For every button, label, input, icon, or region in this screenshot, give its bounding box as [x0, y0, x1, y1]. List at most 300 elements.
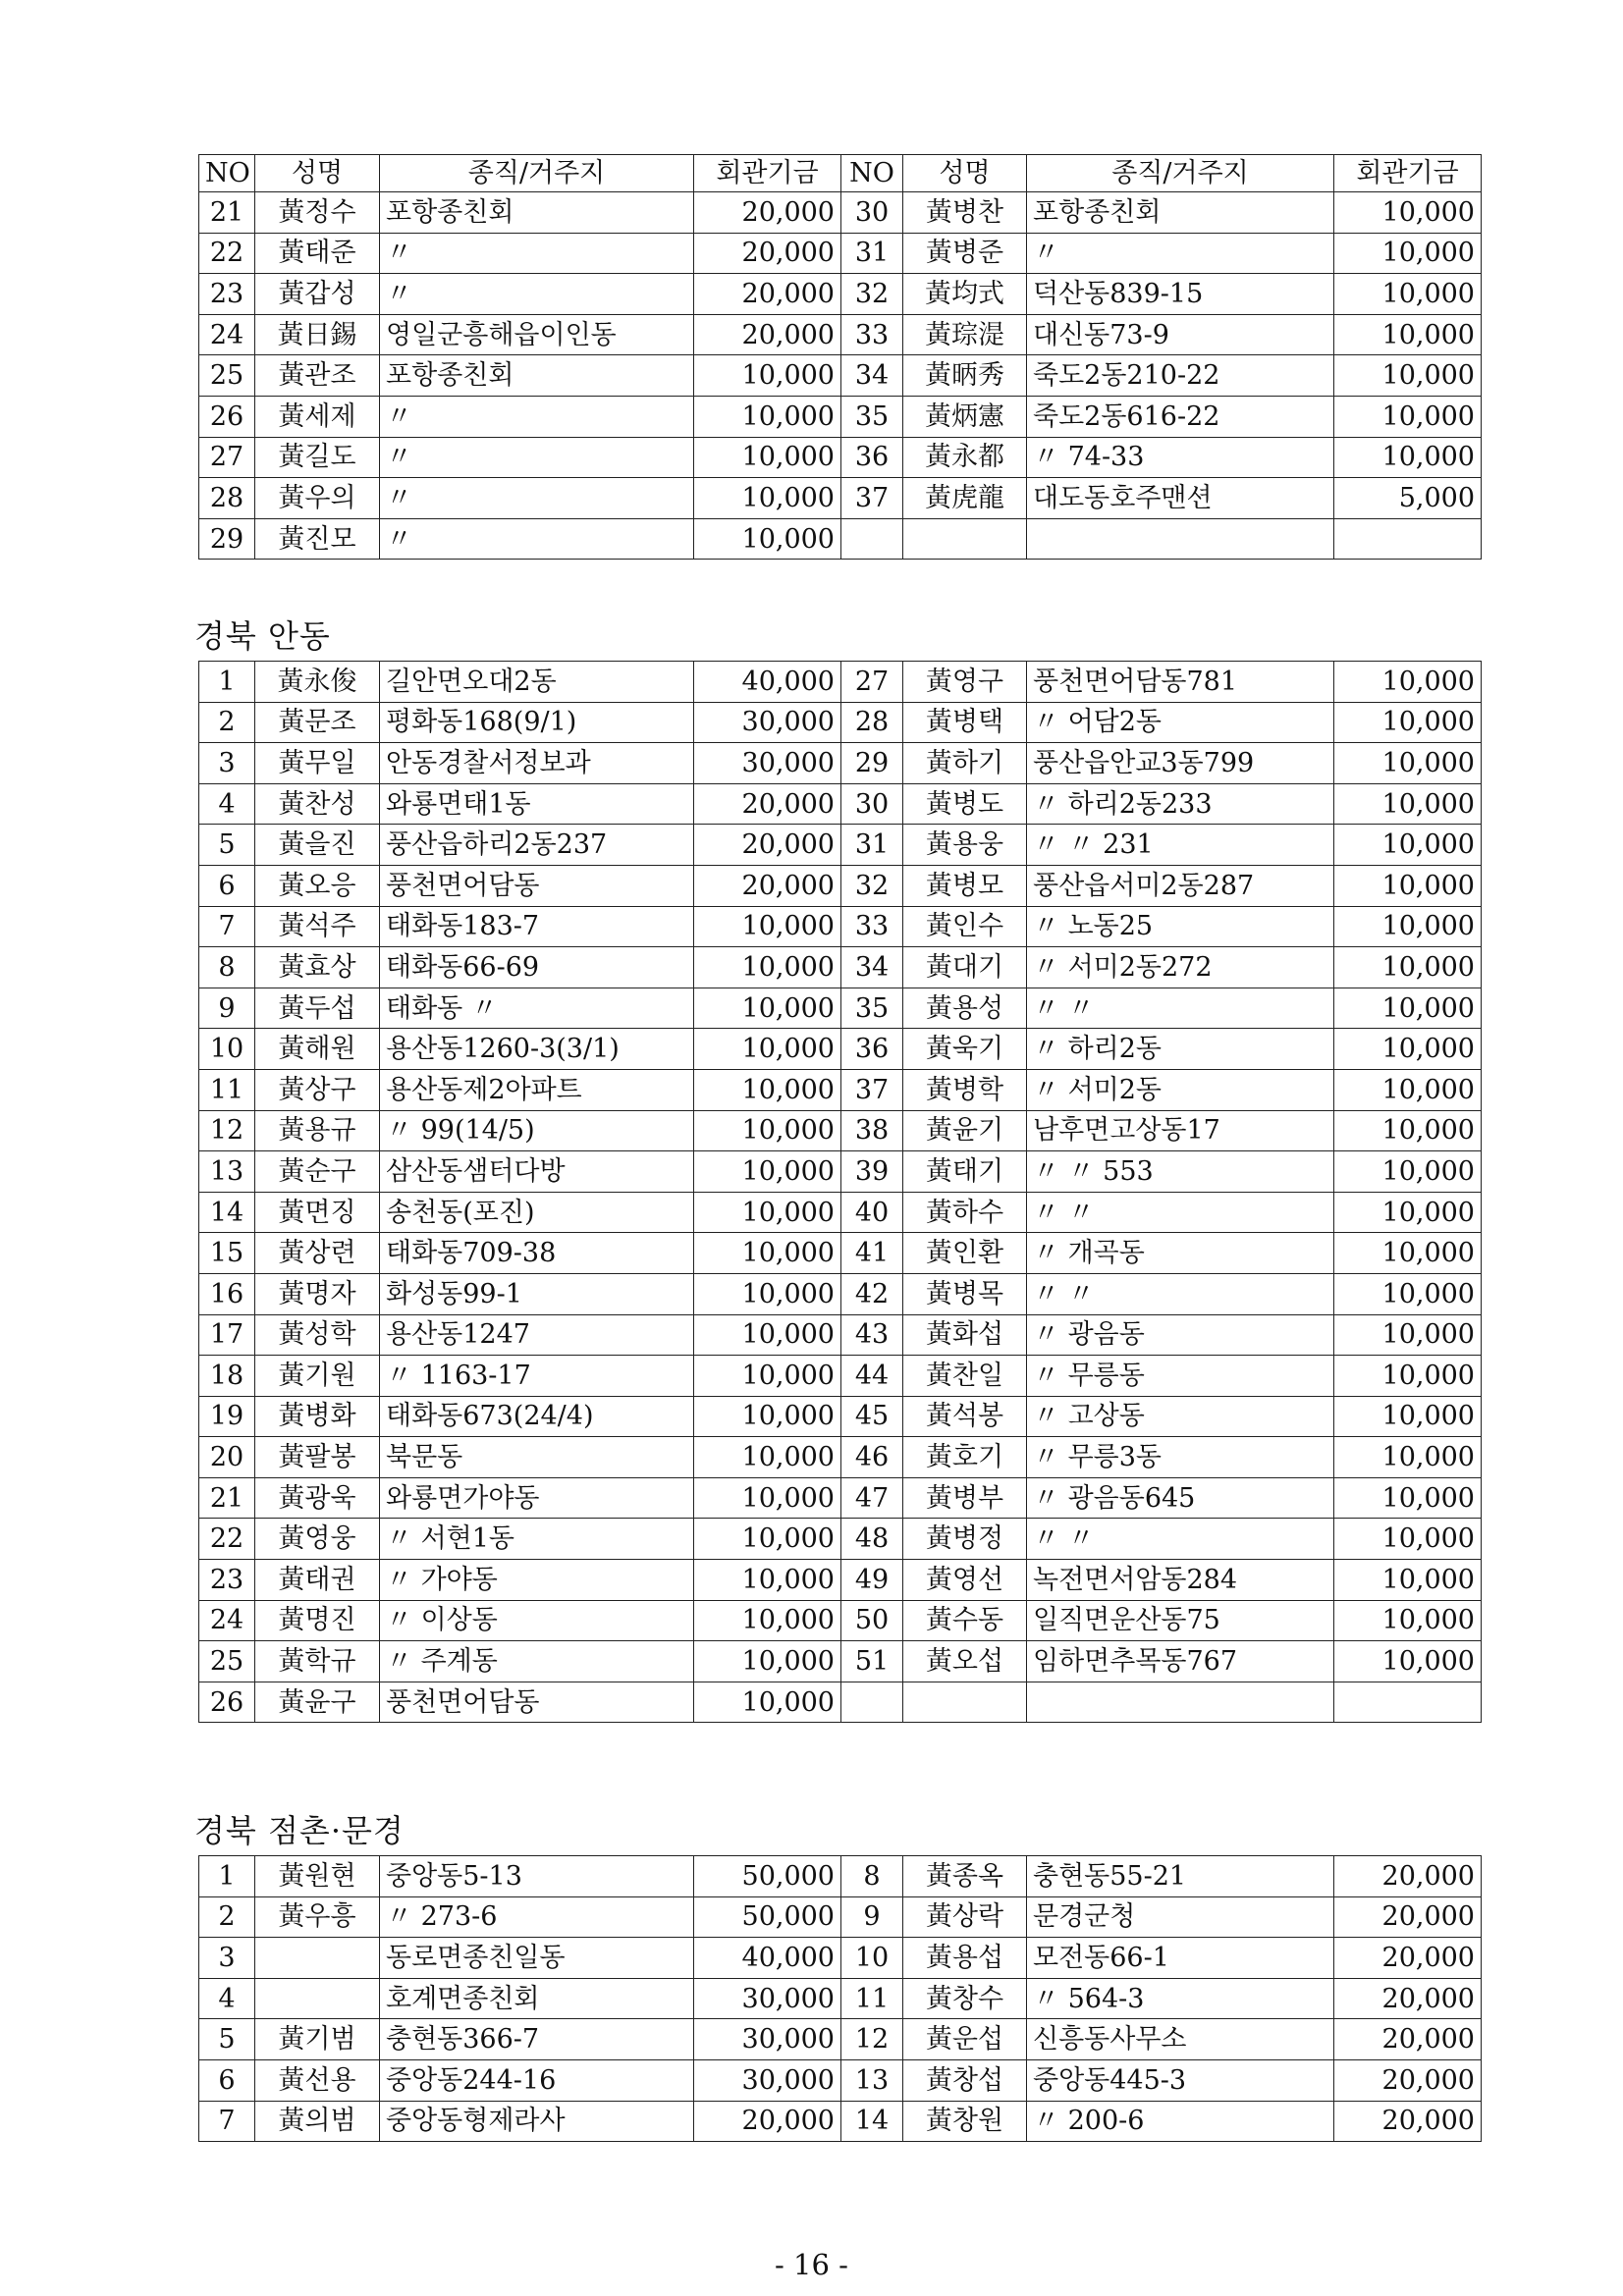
cell-no: 9 — [199, 988, 255, 1029]
cell-location: 용산동1260-3(3/1) — [380, 1029, 694, 1070]
cell-location: 태화동673(24/4) — [380, 1396, 694, 1437]
cell-no: 12 — [841, 2019, 903, 2060]
cell-no: 14 — [199, 1192, 255, 1233]
cell-no: 49 — [841, 1560, 903, 1601]
cell-location: 용산동제2아파트 — [380, 1069, 694, 1110]
cell-name: 黃명진 — [255, 1600, 380, 1641]
cell-amount: 10,000 — [1334, 1233, 1482, 1274]
cell-name: 黃용규 — [255, 1110, 380, 1151]
cell-name: 黃을진 — [255, 825, 380, 866]
cell-no: 14 — [841, 2101, 903, 2142]
cell-amount: 5,000 — [1334, 478, 1482, 519]
cell-amount: 10,000 — [1334, 396, 1482, 437]
cell-no: 1 — [199, 662, 255, 703]
cell-amount: 20,000 — [1334, 2019, 1482, 2060]
cell-location: 충현동366-7 — [380, 2019, 694, 2060]
cell-no: 34 — [841, 355, 903, 397]
cell-no: 23 — [199, 1560, 255, 1601]
cell-name: 黃오섭 — [903, 1641, 1027, 1682]
cell-amount: 10,000 — [1334, 437, 1482, 478]
cell-name: 黃태준 — [255, 233, 380, 274]
cell-name: 黃병모 — [903, 865, 1027, 906]
table-row — [199, 355, 1482, 397]
header-amount-l: 회관기금 — [694, 155, 841, 192]
cell-no: 8 — [841, 1856, 903, 1897]
header-amount-r: 회관기금 — [1334, 155, 1482, 192]
table-row — [199, 1356, 1482, 1397]
cell-name: 黃병정 — [903, 1519, 1027, 1560]
table-row — [199, 1192, 1482, 1233]
header-no-r: NO — [841, 155, 903, 192]
cell-no: 28 — [841, 702, 903, 743]
cell-location: 용산동1247 — [380, 1314, 694, 1356]
cell-no: 50 — [841, 1600, 903, 1641]
cell-no: 43 — [841, 1314, 903, 1356]
cell-no: 28 — [199, 478, 255, 519]
cell-no: 6 — [199, 2059, 255, 2101]
cell-location: 〃 광음동 — [1027, 1314, 1334, 1356]
cell-location: 〃 고상동 — [1027, 1396, 1334, 1437]
table-row — [199, 662, 1482, 703]
cell-name: 黃인환 — [903, 1233, 1027, 1274]
table-row — [199, 1938, 1482, 1979]
table-row — [199, 1856, 1482, 1897]
cell-amount: 10,000 — [694, 1110, 841, 1151]
cell-location: 북문동 — [380, 1437, 694, 1478]
cell-amount: 10,000 — [1334, 1519, 1482, 1560]
cell-name: 黃화섭 — [903, 1314, 1027, 1356]
cell-location: 〃 무릉3동 — [1027, 1437, 1334, 1478]
cell-amount: 10,000 — [694, 1029, 841, 1070]
cell-name: 黃우의 — [255, 478, 380, 519]
cell-location: 충현동55-21 — [1027, 1856, 1334, 1897]
cell-amount — [1334, 1682, 1482, 1723]
cell-no: 36 — [841, 437, 903, 478]
cell-name: 黃우흥 — [255, 1896, 380, 1938]
table-row — [199, 783, 1482, 825]
cell-amount: 30,000 — [694, 2059, 841, 2101]
cell-no: 32 — [841, 274, 903, 315]
table-row — [199, 1682, 1482, 1723]
table-row — [199, 192, 1482, 234]
cell-location: 〃 하리2동 — [1027, 1029, 1334, 1070]
cell-amount: 10,000 — [1334, 1600, 1482, 1641]
cell-location: 길안면오대2동 — [380, 662, 694, 703]
cell-location: 〃 서현1동 — [380, 1519, 694, 1560]
cell-location: 덕산동839-15 — [1027, 274, 1334, 315]
cell-amount: 20,000 — [694, 314, 841, 355]
cell-no: 35 — [841, 988, 903, 1029]
cell-amount: 10,000 — [1334, 1151, 1482, 1193]
cell-amount: 10,000 — [1334, 865, 1482, 906]
cell-location: 포항종친회 — [380, 192, 694, 234]
cell-name: 黃세제 — [255, 396, 380, 437]
table-row — [199, 437, 1482, 478]
cell-no: 24 — [199, 314, 255, 355]
cell-name: 黃상락 — [903, 1896, 1027, 1938]
cell-name: 黃운섭 — [903, 2019, 1027, 2060]
cell-no: 42 — [841, 1273, 903, 1314]
cell-amount: 10,000 — [1334, 743, 1482, 784]
cell-no: 31 — [841, 825, 903, 866]
table-row — [199, 1029, 1482, 1070]
cell-location: 태화동709-38 — [380, 1233, 694, 1274]
cell-name: 黃영구 — [903, 662, 1027, 703]
table-row — [199, 1233, 1482, 1274]
cell-name: 黃병택 — [903, 702, 1027, 743]
cell-amount: 10,000 — [1334, 906, 1482, 947]
table-row — [199, 314, 1482, 355]
cell-amount: 10,000 — [1334, 1437, 1482, 1478]
table-header-row — [199, 155, 1482, 192]
cell-amount: 20,000 — [694, 233, 841, 274]
cell-amount: 10,000 — [1334, 314, 1482, 355]
cell-amount: 30,000 — [694, 702, 841, 743]
table-row — [199, 2101, 1482, 2142]
cell-location: 〃 주계동 — [380, 1641, 694, 1682]
cell-no: 32 — [841, 865, 903, 906]
cell-location: 〃 이상동 — [380, 1600, 694, 1641]
cell-name: 黃찬성 — [255, 783, 380, 825]
cell-no: 11 — [841, 1978, 903, 2019]
page-number: - 16 - — [775, 2248, 848, 2281]
cell-amount: 10,000 — [1334, 1029, 1482, 1070]
cell-amount: 20,000 — [694, 274, 841, 315]
cell-name: 黃광욱 — [255, 1477, 380, 1519]
cell-name: 黃태기 — [903, 1151, 1027, 1193]
cell-amount: 20,000 — [694, 783, 841, 825]
cell-location: 화성동99-1 — [380, 1273, 694, 1314]
cell-amount: 10,000 — [694, 396, 841, 437]
cell-name: 黃병목 — [903, 1273, 1027, 1314]
cell-location: 영일군흥해읍이인동 — [380, 314, 694, 355]
cell-no: 26 — [199, 396, 255, 437]
cell-location: 〃 273-6 — [380, 1896, 694, 1938]
cell-name: 黃용웅 — [903, 825, 1027, 866]
table-row — [199, 906, 1482, 947]
cell-amount: 30,000 — [694, 2019, 841, 2060]
cell-amount: 10,000 — [694, 518, 841, 560]
cell-amount: 20,000 — [1334, 1856, 1482, 1897]
cell-amount: 10,000 — [694, 1356, 841, 1397]
cell-location: 〃 무릉동 — [1027, 1356, 1334, 1397]
header-name-l: 성명 — [255, 155, 380, 192]
cell-no: 39 — [841, 1151, 903, 1193]
table-row — [199, 1600, 1482, 1641]
cell-name — [255, 1938, 380, 1979]
cell-amount: 10,000 — [694, 906, 841, 947]
cell-location: 와룡면가야동 — [380, 1477, 694, 1519]
cell-no: 1 — [199, 1856, 255, 1897]
cell-location: 태화동66-69 — [380, 947, 694, 988]
cell-location: 문경군청 — [1027, 1896, 1334, 1938]
cell-no: 16 — [199, 1273, 255, 1314]
cell-amount: 20,000 — [694, 2101, 841, 2142]
cell-no: 29 — [841, 743, 903, 784]
cell-location: 풍천면어담동 — [380, 865, 694, 906]
cell-name: 黃선용 — [255, 2059, 380, 2101]
cell-location: 〃 200-6 — [1027, 2101, 1334, 2142]
cell-location: 풍천면어담동781 — [1027, 662, 1334, 703]
cell-location — [1027, 1682, 1334, 1723]
cell-amount: 10,000 — [1334, 1069, 1482, 1110]
cell-name: 黃기원 — [255, 1356, 380, 1397]
cell-amount: 10,000 — [694, 1069, 841, 1110]
cell-amount: 10,000 — [694, 478, 841, 519]
cell-amount: 20,000 — [1334, 1978, 1482, 2019]
cell-amount: 10,000 — [694, 437, 841, 478]
cell-amount: 30,000 — [694, 743, 841, 784]
cell-location: 〃 가야동 — [380, 1560, 694, 1601]
table-row — [199, 825, 1482, 866]
section-title-jeomchon-mungyeong: 경북 점촌·문경 — [194, 1812, 405, 1849]
cell-name: 黃영선 — [903, 1560, 1027, 1601]
cell-name: 黃종옥 — [903, 1856, 1027, 1897]
cell-location: 〃 〃 — [1027, 1192, 1334, 1233]
cell-location: 평화동168(9/1) — [380, 702, 694, 743]
cell-location: 대신동73-9 — [1027, 314, 1334, 355]
cell-location: 중앙동244-16 — [380, 2059, 694, 2101]
cell-name: 黃기범 — [255, 2019, 380, 2060]
cell-name: 黃문조 — [255, 702, 380, 743]
cell-amount: 10,000 — [1334, 1273, 1482, 1314]
cell-amount: 10,000 — [694, 1560, 841, 1601]
cell-location: 〃 99(14/5) — [380, 1110, 694, 1151]
cell-name — [903, 518, 1027, 560]
cell-location: 죽도2동210-22 — [1027, 355, 1334, 397]
cell-name: 黃욱기 — [903, 1029, 1027, 1070]
cell-location — [1027, 518, 1334, 560]
cell-amount: 40,000 — [694, 662, 841, 703]
cell-no: 29 — [199, 518, 255, 560]
cell-name: 黃윤구 — [255, 1682, 380, 1723]
cell-location: 호계면종친회 — [380, 1978, 694, 2019]
cell-name: 黃상련 — [255, 1233, 380, 1274]
header-no-l: NO — [199, 155, 255, 192]
cell-name: 黃창수 — [903, 1978, 1027, 2019]
table-row — [199, 2059, 1482, 2101]
cell-location: 중앙동형제라사 — [380, 2101, 694, 2142]
cell-no: 5 — [199, 2019, 255, 2060]
cell-location: 〃 — [380, 478, 694, 519]
cell-name: 黃학규 — [255, 1641, 380, 1682]
cell-location: 와룡면태1동 — [380, 783, 694, 825]
cell-no: 30 — [841, 783, 903, 825]
cell-name: 黃인수 — [903, 906, 1027, 947]
cell-no: 21 — [199, 192, 255, 234]
cell-no: 15 — [199, 1233, 255, 1274]
cell-name: 黃병화 — [255, 1396, 380, 1437]
cell-name: 黃상구 — [255, 1069, 380, 1110]
cell-no: 21 — [199, 1477, 255, 1519]
cell-location: 〃 어담2동 — [1027, 702, 1334, 743]
table-row — [199, 702, 1482, 743]
cell-no: 48 — [841, 1519, 903, 1560]
cell-location: 〃 개곡동 — [1027, 1233, 1334, 1274]
table-row — [199, 743, 1482, 784]
cell-name: 黃대기 — [903, 947, 1027, 988]
cell-no: 31 — [841, 233, 903, 274]
table-row — [199, 988, 1482, 1029]
cell-location: 〃 〃 — [1027, 988, 1334, 1029]
cell-amount: 10,000 — [694, 1600, 841, 1641]
cell-location: 풍천면어담동 — [380, 1682, 694, 1723]
cell-amount: 10,000 — [1334, 1396, 1482, 1437]
cell-amount: 10,000 — [1334, 988, 1482, 1029]
donor-table-andong — [198, 661, 1481, 1723]
cell-amount: 10,000 — [1334, 783, 1482, 825]
cell-no: 4 — [199, 783, 255, 825]
cell-amount: 10,000 — [694, 1314, 841, 1356]
cell-name: 黃炳憲 — [903, 396, 1027, 437]
cell-name: 黃명자 — [255, 1273, 380, 1314]
table-row — [199, 865, 1482, 906]
cell-no: 44 — [841, 1356, 903, 1397]
cell-name: 黃석봉 — [903, 1396, 1027, 1437]
cell-no: 13 — [841, 2059, 903, 2101]
cell-location: 대도동호주맨션 — [1027, 478, 1334, 519]
cell-location: 〃 광음동645 — [1027, 1477, 1334, 1519]
cell-amount: 10,000 — [694, 1396, 841, 1437]
cell-location: 〃 — [1027, 233, 1334, 274]
table-row — [199, 1519, 1482, 1560]
cell-name: 黃팔봉 — [255, 1437, 380, 1478]
header-name-r: 성명 — [903, 155, 1027, 192]
cell-amount: 10,000 — [694, 1151, 841, 1193]
cell-no: 2 — [199, 1896, 255, 1938]
cell-amount — [1334, 518, 1482, 560]
cell-name: 黃창섭 — [903, 2059, 1027, 2101]
cell-name: 黃병준 — [903, 233, 1027, 274]
table-row — [199, 1151, 1482, 1193]
cell-name: 黃무일 — [255, 743, 380, 784]
cell-location: 〃 하리2동233 — [1027, 783, 1334, 825]
cell-no: 18 — [199, 1356, 255, 1397]
cell-no: 7 — [199, 2101, 255, 2142]
cell-location: 〃 서미2동 — [1027, 1069, 1334, 1110]
cell-no: 7 — [199, 906, 255, 947]
cell-amount: 20,000 — [1334, 1938, 1482, 1979]
cell-location: 태화동183-7 — [380, 906, 694, 947]
cell-no: 51 — [841, 1641, 903, 1682]
cell-no: 10 — [841, 1938, 903, 1979]
cell-no: 6 — [199, 865, 255, 906]
cell-no: 38 — [841, 1110, 903, 1151]
table-row — [199, 1978, 1482, 2019]
cell-no: 35 — [841, 396, 903, 437]
donor-table-jeomchon-mungyeong — [198, 1855, 1481, 2142]
cell-name: 黃해원 — [255, 1029, 380, 1070]
cell-name: 黃두섭 — [255, 988, 380, 1029]
cell-location: 송천동(포진) — [380, 1192, 694, 1233]
cell-location: 〃 노동25 — [1027, 906, 1334, 947]
cell-no: 19 — [199, 1396, 255, 1437]
cell-name: 黃병부 — [903, 1477, 1027, 1519]
cell-no: 33 — [841, 906, 903, 947]
cell-name: 黃昞秀 — [903, 355, 1027, 397]
cell-name: 黃창원 — [903, 2101, 1027, 2142]
cell-location: 〃 — [380, 274, 694, 315]
cell-name: 黃효상 — [255, 947, 380, 988]
cell-no: 36 — [841, 1029, 903, 1070]
cell-name: 黃진모 — [255, 518, 380, 560]
header-location-l: 종직/거주지 — [380, 155, 694, 192]
cell-amount: 10,000 — [694, 1192, 841, 1233]
cell-location: 모전동66-1 — [1027, 1938, 1334, 1979]
cell-amount: 10,000 — [694, 947, 841, 988]
table-row — [199, 1477, 1482, 1519]
cell-no: 5 — [199, 825, 255, 866]
cell-no: 34 — [841, 947, 903, 988]
cell-location: 〃 74-33 — [1027, 437, 1334, 478]
cell-amount: 10,000 — [1334, 947, 1482, 988]
cell-no: 27 — [841, 662, 903, 703]
cell-amount: 10,000 — [1334, 355, 1482, 397]
cell-no: 37 — [841, 1069, 903, 1110]
cell-name: 黃용성 — [903, 988, 1027, 1029]
table-row — [199, 1273, 1482, 1314]
cell-no — [841, 518, 903, 560]
cell-no: 46 — [841, 1437, 903, 1478]
table-row — [199, 518, 1482, 560]
cell-amount: 10,000 — [694, 1437, 841, 1478]
cell-name: 黃수동 — [903, 1600, 1027, 1641]
cell-location: 〃 — [380, 437, 694, 478]
cell-no: 20 — [199, 1437, 255, 1478]
header-location-r: 종직/거주지 — [1027, 155, 1334, 192]
cell-location: 포항종친회 — [380, 355, 694, 397]
cell-name: 黃갑성 — [255, 274, 380, 315]
cell-name: 黃용섭 — [903, 1938, 1027, 1979]
cell-no: 45 — [841, 1396, 903, 1437]
cell-amount: 10,000 — [1334, 274, 1482, 315]
cell-amount: 20,000 — [694, 865, 841, 906]
cell-name: 黃면징 — [255, 1192, 380, 1233]
table-row — [199, 274, 1482, 315]
cell-location: 〃 — [380, 233, 694, 274]
cell-no: 10 — [199, 1029, 255, 1070]
cell-name: 黃정수 — [255, 192, 380, 234]
cell-amount: 10,000 — [1334, 1641, 1482, 1682]
cell-no: 25 — [199, 355, 255, 397]
cell-amount: 30,000 — [694, 1978, 841, 2019]
cell-no: 26 — [199, 1682, 255, 1723]
cell-amount: 20,000 — [1334, 2101, 1482, 2142]
cell-location: 태화동 〃 — [380, 988, 694, 1029]
cell-location: 풍산읍서미2동287 — [1027, 865, 1334, 906]
cell-amount: 10,000 — [1334, 1356, 1482, 1397]
cell-location: 〃 〃 — [1027, 1519, 1334, 1560]
cell-no: 12 — [199, 1110, 255, 1151]
cell-no: 37 — [841, 478, 903, 519]
cell-name: 黃병찬 — [903, 192, 1027, 234]
cell-name: 黃日錫 — [255, 314, 380, 355]
cell-amount: 10,000 — [694, 1682, 841, 1723]
cell-name: 黃찬일 — [903, 1356, 1027, 1397]
cell-location: 〃 서미2동272 — [1027, 947, 1334, 988]
cell-location: 〃 — [380, 396, 694, 437]
cell-no: 47 — [841, 1477, 903, 1519]
cell-amount: 10,000 — [1334, 662, 1482, 703]
cell-amount: 10,000 — [1334, 1314, 1482, 1356]
table-row — [199, 1396, 1482, 1437]
cell-name: 黃순구 — [255, 1151, 380, 1193]
table-row — [199, 1314, 1482, 1356]
cell-amount: 10,000 — [694, 988, 841, 1029]
cell-no: 8 — [199, 947, 255, 988]
donor-table-pohang — [198, 154, 1481, 560]
cell-location: 〃 — [380, 518, 694, 560]
